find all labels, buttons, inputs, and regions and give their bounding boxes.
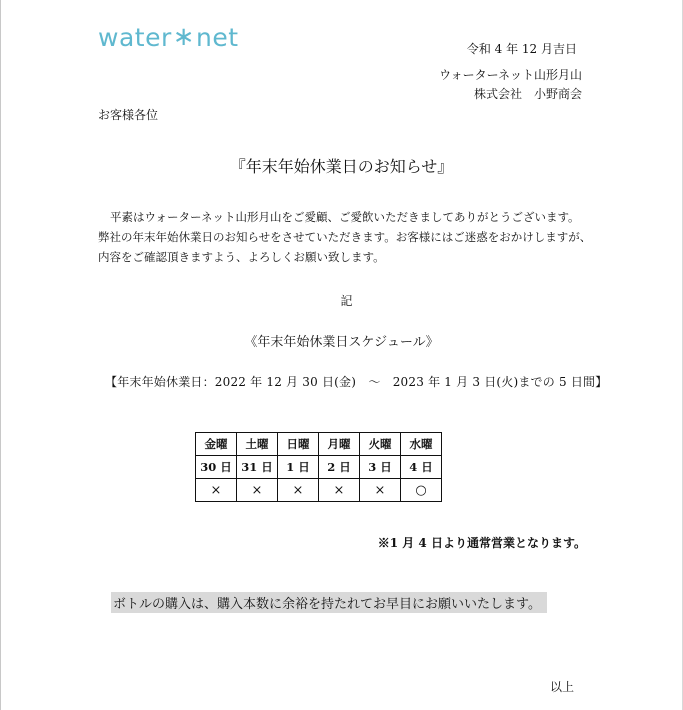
status-cell: × xyxy=(278,479,319,502)
date-cell: 2 日 xyxy=(319,456,360,479)
status-row xyxy=(196,479,442,502)
company-logo xyxy=(98,22,239,52)
holiday-period: 【年末年始休業日：2022 年 12 月 30 日(金) ～ 2023 年 1 月 3 日(火)までの 5 日間】 xyxy=(105,375,608,389)
date-cell: 4 日 xyxy=(401,456,442,479)
body-text xyxy=(98,207,591,267)
weekday-cell: 金曜 xyxy=(196,433,237,456)
weekday-cell: 月曜 xyxy=(319,433,360,456)
date-cell: 1 日 xyxy=(278,456,319,479)
body-line-3: 内容をご確認頂きますよう、よろしくお願い致します。 xyxy=(98,250,385,264)
issue-date: 令和 4 年 12 月吉日 xyxy=(466,42,577,56)
status-cell: × xyxy=(319,479,360,502)
sender-store: ウォーターネット山形月山 xyxy=(439,68,582,82)
date-cell: 3 日 xyxy=(360,456,401,479)
date-cell: 31 日 xyxy=(237,456,278,479)
status-cell: × xyxy=(237,479,278,502)
closing-word: 以上 xyxy=(549,680,574,694)
page-edge-left xyxy=(0,0,1,710)
date-cell: 30 日 xyxy=(196,456,237,479)
weekday-cell: 水曜 xyxy=(401,433,442,456)
body-line-1: 平素はウォーターネット山形月山をご愛顧、ご愛飲いただきましてありがとうございます。 xyxy=(110,210,580,224)
status-cell: ○ xyxy=(401,479,442,502)
status-cell: × xyxy=(360,479,401,502)
asterisk-icon: ∗ xyxy=(172,22,196,52)
body-line-2: 弊社の年末年始休業日のお知らせをさせていただきます。お客様にはご迷惑をおかけしますが、 xyxy=(98,230,592,244)
weekday-row xyxy=(196,433,442,456)
sender-company: 株式会社 小野商会 xyxy=(473,87,582,101)
date-row xyxy=(196,456,442,479)
weekday-cell: 日曜 xyxy=(278,433,319,456)
weekday-cell: 土曜 xyxy=(237,433,278,456)
status-cell: × xyxy=(196,479,237,502)
bottle-notice: ボトルの購入は、購入本数に余裕を持たれてお早目にお願いいたします。 xyxy=(111,592,547,613)
logo-text-water: water xyxy=(98,22,172,52)
recipient: お客様各位 xyxy=(98,108,159,122)
weekday-cell: 火曜 xyxy=(360,433,401,456)
schedule-subtitle: 《年末年始休業日スケジュール》 xyxy=(244,335,439,350)
document-title: 『年末年始休業日のお知らせ』 xyxy=(229,157,454,176)
schedule-table xyxy=(195,432,442,502)
logo-text-net: net xyxy=(196,22,239,52)
ki-heading: 記 xyxy=(340,294,353,308)
resume-note: ※1 月 4 日より通常営業となります。 xyxy=(377,536,586,550)
